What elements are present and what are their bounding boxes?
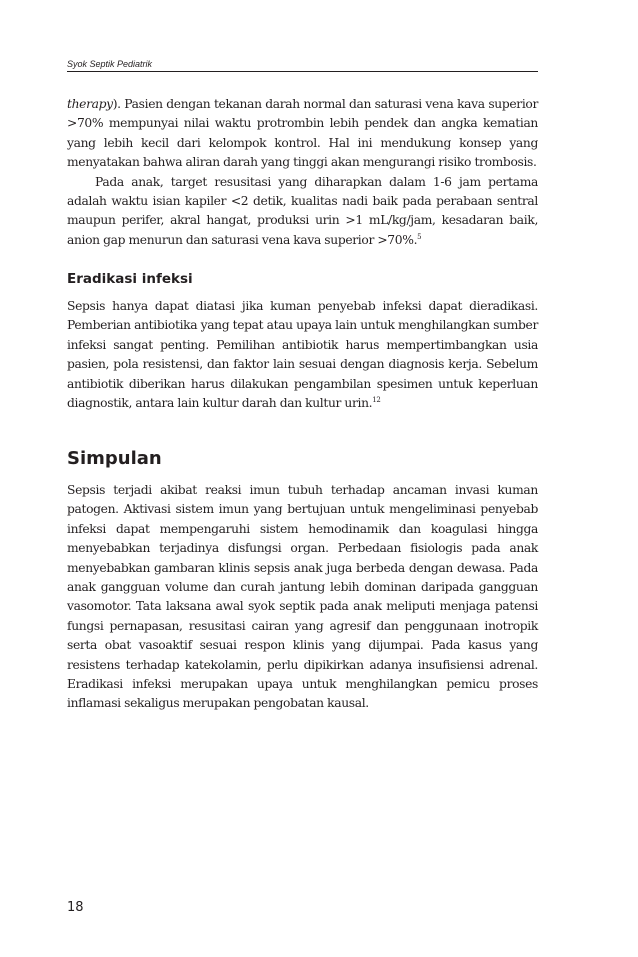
intro-paragraph-1-text: ). Pasien dengan tekanan darah normal dan saturasi vena kava superior >70% mempunyai nilai waktu protrombin lebih pendek dan angka kematian yang lebih kecil dari kelompok kontrol. Hal ini mendukung konsep yang menyatakan bahwa aliran darah yang tinggi akan mengurangi risiko trombosis. <box>67 97 538 170</box>
intro-paragraph-1 <box>67 95 538 173</box>
running-header: Syok Septik Pediatrik <box>67 59 153 69</box>
reference-superscript: 5 <box>417 232 422 241</box>
simpulan-block <box>67 481 538 714</box>
intro-block <box>67 95 538 250</box>
page-number: 18 <box>67 900 84 915</box>
reference-superscript: 12 <box>372 395 381 404</box>
chapter-heading-simpulan: Simpulan <box>67 448 162 469</box>
simpulan-paragraph: Sepsis terjadi akibat reaksi imun tubuh terhadap ancaman invasi kuman patogen. Aktivasi sistem imun yang bertujuan untuk mengeliminasi penyebab infeksi dapat mempengaruhi sistem hemodinamik dan koagulasi hingga menyebabkan terjadinya disfungsi organ. Perbedaan fisiologis pada anak menyebabkan gambaran klinis sepsis anak juga berbeda dengan dewasa. Pada anak gangguan volume dan curah jantung lebih dominan daripada gangguan vasomotor. Tata laksana awal syok septik pada anak meliputi menjaga patensi fungsi pernapasan, resusitasi cairan yang agresif dan penggunaan inotropik serta obat vasoaktif sesuai respon klinis yang dijumpai. Pada kasus yang resistens terhadap katekolamin, perlu dipikirkan adanya insufisiensi adrenal. Eradikasi infeksi merupakan upaya untuk menghilangkan pemicu proses inflamasi sekaligus merupakan pengobatan kausal. <box>67 483 538 711</box>
eradikasi-paragraph <box>67 297 538 413</box>
therapy-italic: therapy <box>67 97 113 111</box>
header-rule <box>67 71 538 72</box>
eradikasi-block <box>67 297 538 413</box>
eradikasi-paragraph-text: Sepsis hanya dapat diatasi jika kuman penyebab infeksi dapat dieradikasi. Pemberian antibiotika yang tepat atau upaya lain untuk menghilangkan sumber infeksi sangat penting. Pemilihan antibiotik harus mempertimbangkan usia pasien, pola resistensi, dan faktor lain sesuai dengan diagnosis kerja. Sebelum antibiotik diberikan harus dilakukan pengambilan spesimen untuk keperluan diagnostik, antara lain kultur darah dan kultur urin. <box>67 299 538 411</box>
section-heading-eradikasi: Eradikasi infeksi <box>67 271 193 287</box>
intro-paragraph-2 <box>67 173 538 251</box>
intro-paragraph-2-text: Pada anak, target resusitasi yang diharapkan dalam 1-6 jam pertama adalah waktu isian kapiler <2 detik, kualitas nadi baik pada perabaan sentral maupun perifer, akral hangat, produksi urin >1 mL/kg/jam, kesadaran baik, anion gap menurun dan saturasi vena kava superior >70%. <box>67 174 538 247</box>
